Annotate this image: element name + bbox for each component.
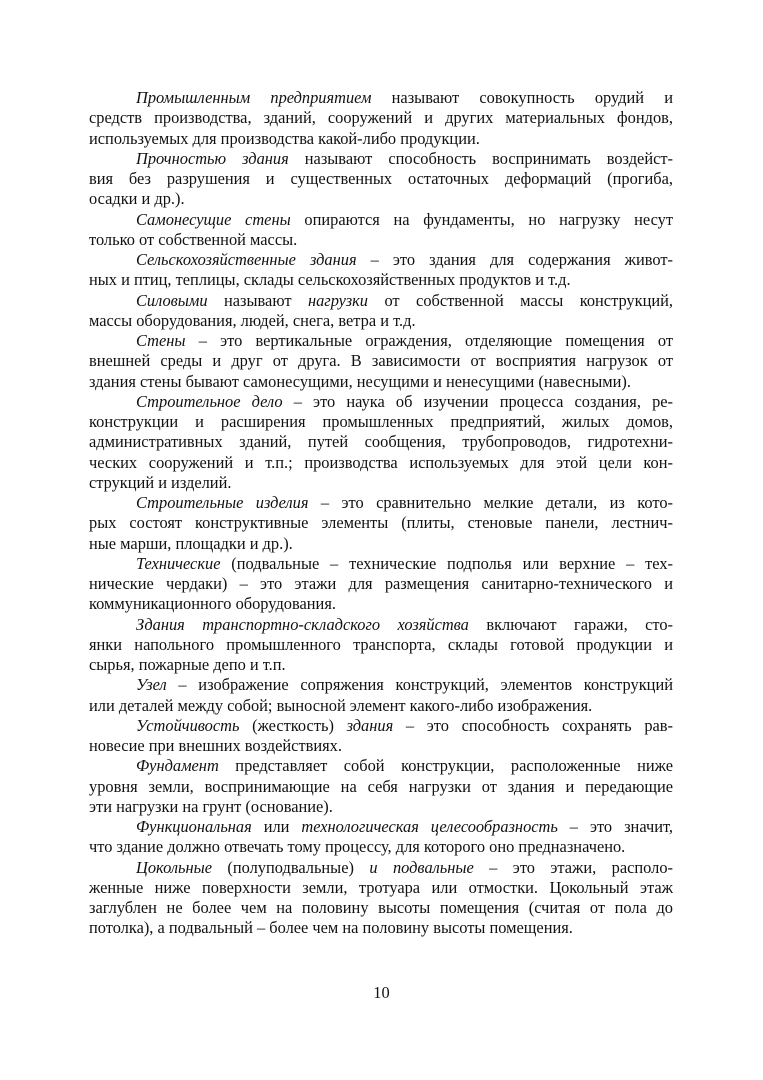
text-line	[89, 473, 673, 493]
text-line	[89, 108, 673, 128]
text-line	[89, 230, 673, 250]
text-line	[89, 372, 673, 392]
text-segment: – это наука об изучении процесса создания, ре-	[282, 391, 674, 411]
text-segment: представляет собой конструкции, расположенные ниже	[218, 756, 673, 776]
text-segment: рых состоят конструктивные элементы (плиты, стеновые панели, лестнич-	[89, 513, 673, 533]
text-segment: называют способность воспринимать воздейст-	[288, 148, 673, 168]
glossary-text	[89, 88, 673, 939]
text-segment: от собственной массы конструкций,	[368, 290, 673, 310]
text-segment: нические чердаки) – это этажи для размещения санитарно-технического и	[89, 574, 673, 593]
text-line	[89, 554, 673, 574]
text-segment: новесие при внешних воздействиях.	[89, 736, 342, 755]
text-segment: янки напольного промышленного транспорта, склады готовой продукции и	[89, 634, 673, 654]
text-segment: женные ниже поверхности земли, тротуара или отмостки. Цокольный этаж	[89, 877, 673, 897]
text-segment: коммуникационного оборудования.	[89, 594, 336, 614]
term-italic: Цокольные	[136, 857, 212, 877]
text-segment: используемых для производства какой-либо продукции.	[89, 128, 480, 148]
text-segment: ные марши, площадки и др.).	[89, 533, 293, 553]
text-segment: эти нагрузки на грунт (основание).	[89, 796, 333, 816]
text-line	[89, 594, 673, 614]
text-segment: – это этажи, располо-	[473, 857, 673, 877]
term-italic: Функциональная	[136, 817, 252, 836]
text-segment: или деталей между собой; выносной элемент какого-либо изображения.	[89, 695, 593, 715]
text-line	[89, 392, 673, 412]
text-line	[89, 513, 673, 533]
term-italic: Строительные изделия	[136, 493, 309, 512]
text-line	[89, 331, 673, 351]
text-segment: опираются на фундаменты, но нагрузку несут	[290, 209, 673, 229]
text-line	[89, 756, 673, 776]
text-line	[89, 534, 673, 554]
text-segment: называют	[207, 290, 308, 310]
term-italic: технологическая целесообразность	[301, 817, 558, 836]
text-line	[89, 736, 673, 756]
text-segment: называют совокупность орудий и	[371, 88, 673, 107]
text-line	[89, 270, 673, 290]
term-italic: и подвальные	[369, 857, 474, 877]
term-italic: Самонесущие стены	[136, 209, 291, 229]
term-italic: Узел	[136, 675, 167, 695]
term-italic: Здания транспортно-складского хозяйства	[136, 614, 469, 634]
text-line	[89, 797, 673, 817]
text-line	[89, 675, 673, 695]
text-segment: или	[251, 817, 302, 836]
text-line	[89, 291, 673, 311]
text-line	[89, 412, 673, 432]
text-line	[89, 716, 673, 736]
text-line	[89, 88, 673, 108]
text-segment: уровня земли, воспринимающие на себя нагрузки от здания и передающие	[89, 776, 673, 796]
text-line	[89, 210, 673, 230]
text-line	[89, 615, 673, 635]
term-italic: Стены	[136, 331, 186, 350]
text-line	[89, 574, 673, 594]
text-segment: струкций и изделий.	[89, 472, 232, 492]
text-segment: – изображение сопряжения конструкций, элементов конструкций	[166, 675, 673, 695]
text-line	[89, 777, 673, 797]
text-segment: массы оборудования, людей, снега, ветра и т.д.	[89, 310, 416, 330]
text-segment: – это значит,	[557, 817, 673, 836]
text-segment: (подвальные – технические подполья или верхние – тех-	[220, 553, 673, 573]
text-segment: ных и птиц, теплицы, склады сельскохозяйственных продуктов и т.д.	[89, 270, 571, 290]
term-italic: Прочностью здания	[136, 148, 289, 168]
term-italic: Силовыми	[136, 290, 208, 310]
term-italic: Сельскохозяйственные здания	[136, 250, 357, 269]
term-italic: Строительное дело	[136, 391, 283, 411]
text-segment: (полуподвальные)	[211, 857, 370, 877]
text-line	[89, 453, 673, 473]
term-italic: здания	[346, 715, 394, 735]
text-segment: потолка), а подвальный – более чем на половину высоты помещения.	[89, 918, 573, 938]
text-line	[89, 655, 673, 675]
term-italic: Фундамент	[136, 756, 219, 776]
text-segment: что здание должно отвечать тому процессу, для которого оно предназначено.	[89, 837, 626, 857]
text-segment: осадки и др.).	[89, 189, 185, 209]
text-line	[89, 817, 673, 837]
text-line	[89, 493, 673, 513]
text-line	[89, 189, 673, 209]
text-segment: – это вертикальные ограждения, отделяющие помещения от	[185, 331, 673, 350]
text-line	[89, 129, 673, 149]
text-line	[89, 169, 673, 189]
text-line	[89, 250, 673, 270]
text-segment: сырья, пожарные депо и т.п.	[89, 655, 286, 674]
text-segment: конструкции и расширения промышленных предприятий, жилых домов,	[89, 412, 673, 431]
text-line	[89, 898, 673, 918]
text-segment: здания стены бывают самонесущими, несущими и ненесущими (навесными).	[89, 371, 631, 391]
text-line	[89, 311, 673, 331]
text-line	[89, 351, 673, 371]
text-segment: только от собственной массы.	[89, 229, 298, 249]
term-italic: нагрузки	[307, 290, 368, 310]
text-line	[89, 858, 673, 878]
text-line	[89, 432, 673, 452]
text-line	[89, 878, 673, 898]
text-line	[89, 696, 673, 716]
text-line	[89, 635, 673, 655]
text-segment: – это здания для содержания живот-	[356, 250, 673, 269]
text-segment: заглублен не более чем на половину высоты помещения (считая от пола до	[89, 898, 673, 917]
text-line	[89, 149, 673, 169]
text-segment: ческих сооружений и т.п.; производства используемых для этой цели кон-	[89, 452, 673, 472]
text-segment: включают гаражи, сто-	[468, 614, 673, 634]
text-segment: – это способность сохранять рав-	[393, 715, 673, 735]
text-line	[89, 837, 673, 857]
text-segment: – это сравнительно мелкие детали, из кото-	[308, 493, 673, 512]
page-number: 10	[373, 983, 390, 1002]
term-italic: Промышленным предприятием	[136, 88, 372, 107]
term-italic: Устойчивость	[136, 715, 240, 735]
term-italic: Технические	[136, 553, 221, 573]
text-segment: средств производства, зданий, сооружений и других материальных фондов,	[89, 108, 673, 128]
text-segment: административных зданий, путей сообщения, трубопроводов, гидротехни-	[89, 432, 673, 452]
text-segment: вия без разрушения и существенных остаточных деформаций (прогиба,	[89, 169, 673, 188]
text-segment: (жесткость)	[239, 715, 347, 735]
text-segment: внешней среды и друг от друга. В зависимости от восприятия нагрузок от	[89, 351, 673, 371]
text-line	[89, 918, 673, 938]
